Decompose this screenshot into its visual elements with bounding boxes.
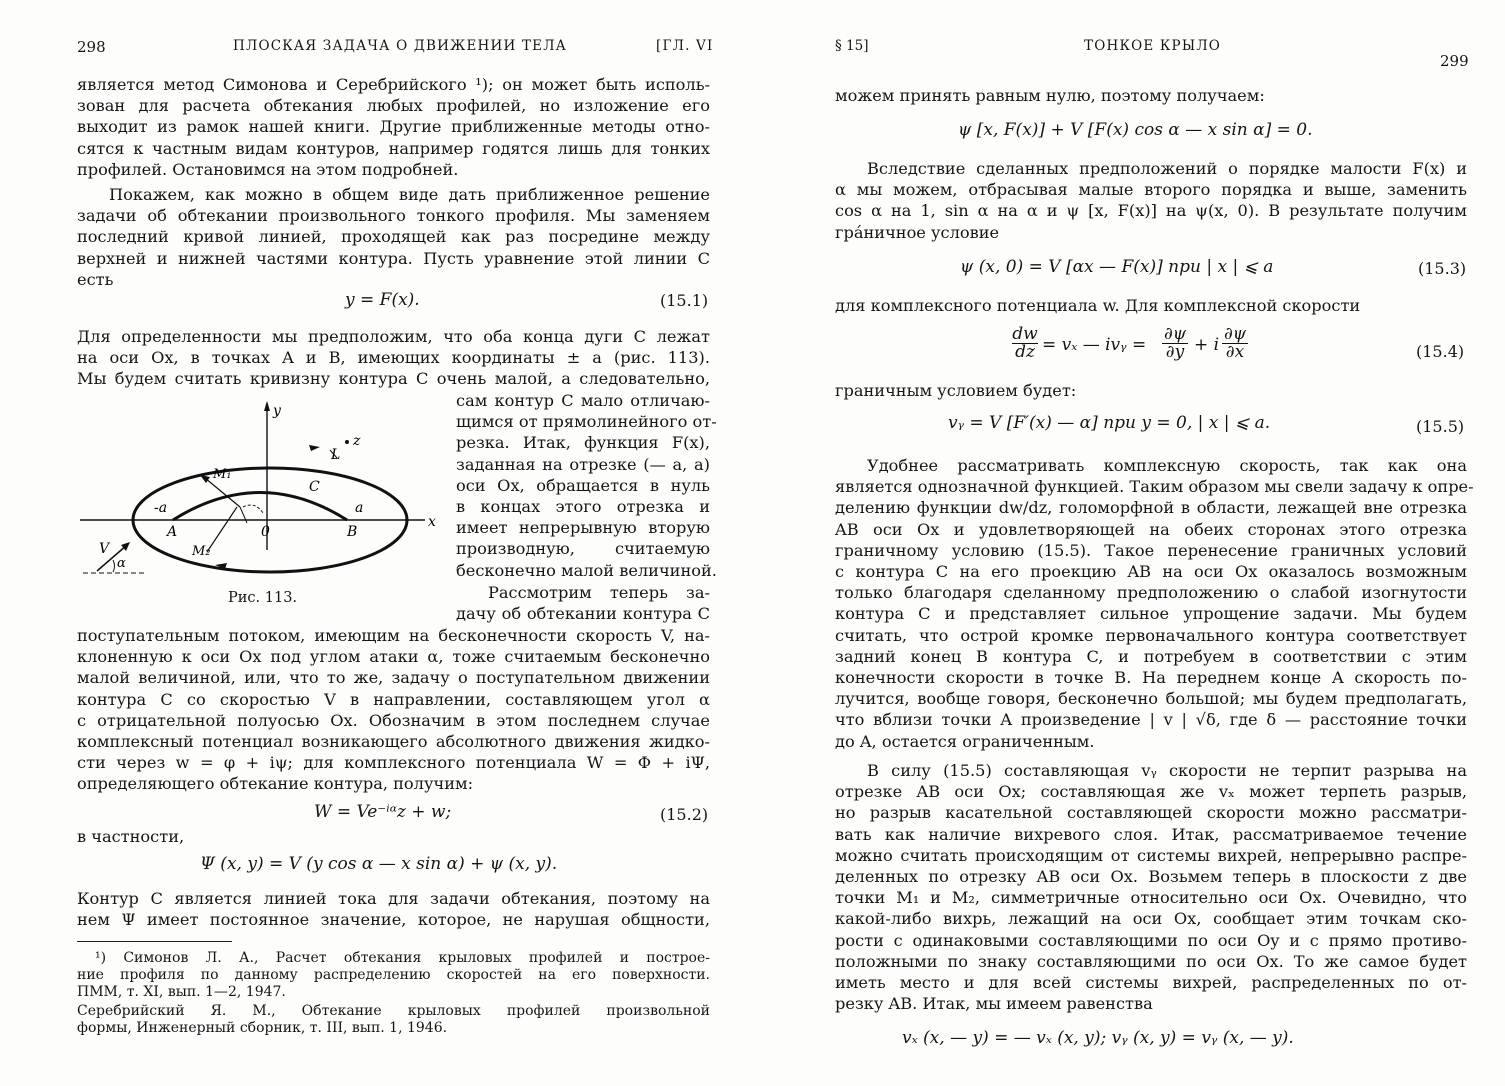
paragraph-5: в частности, — [77, 827, 185, 846]
figure-caption: Рис. 113. — [228, 590, 298, 606]
left-page — [0, 0, 740, 1086]
equation-psi: Ψ (x, y) = V (y cos α — x sin α) + ψ (x, y). — [200, 854, 558, 874]
section-mark: § 15] — [835, 38, 869, 54]
paragraph-3-side: сам контур C мало отличаю- щимся от прямолинейного от- резка. Итак, функция F(x), заданная на отрезке (— a, a) оси Ox, обращается в нуль в концах этого отрезка и имеет непрерывную вторую производную, считаемую бесконечно малой величиной. — [456, 391, 717, 580]
paragraph-4-side: Рассмотрим теперь за- дачу об обтекании контура C — [456, 583, 710, 624]
right-page: § 15] ТОНКОЕ КРЫЛО 299 можем принять равным нулю, поэтому получаем: ψ [x, F(x)] + V [F(x) cos α — x sin α] = 0. Вследствие сделанных предположений о порядке малости F(x) и α мы можем, отбрасывая малые второго порядка и выше, заменить cos α на 1, sin α на α и ψ [x, F(x)] на ψ(x, 0). В результате получим грáничное условие ψ (x, 0) = V [αx — F(x)] при | x | ⩽ a (15.3) для комплексного потенциала w. Для комплексной скорости dw dz = vₓ — ivᵧ = ∂ψ ∂y + i ∂ψ ∂x (15.4) граничным условием будет: vᵧ = V [F′(x) — α] при y = 0, | x | ⩽ a. (15.5) Удобнее рассматривать комплексную скорость, так как она является однозначной функцией. Таким образом мы свели задачу к опре- делению функции dw/dz, голоморфной в области, лежащей вне отрезка AB оси Ox и удовлетворяющей на обеих сторонах этого отрезка граничному условию (15.5). Такое перенесение граничных условий с контура C на его проекцию AB на оси Ox оказалось возможным только благодаря сделанному предположению о слабой изогнутости контура C и представляет сильное упрощение задачи. Мы будем считать, что острой кромке первоначального контура соответствует задний конец B контура C, и потребуем в соответствии с этим конечности скорости в точке B. На переднем конце A скорость по- лучится, вообще говоря, бесконечно большой; мы будем предполагать, что вблизи точки A произведение | v | √δ, где δ — расстояние точки до A, остается ограниченным. В силу (15.5) составляющая vᵧ скорости не терпит разрыва на отрезке AB оси Ox; составляющая же vₓ может терпеть разрыв, но разрыв касательной составляющей скорости можно рассматри- вать как наличие вихревого слоя. Итак, рассматриваемое течение можно считать происходящим от системы вихрей, непрерывно распре- деленных по отрезку AB оси Ox. Возьмем теперь в плоскости z две точки M₁ и M₂, симметричные относительно оси Ox. Очевидно, что какой-либо вихрь, лежащий на оси Ox, сообщает этим точкам ско- рости с одинаковыми составляющими по оси Oy и с прямо противо- положными по знаку составляющими по оси Ox. То же самое будет иметь место и для всей системы вихрей, распределенных по от- резку AB. Итак, мы имеем равенства vₓ (x, — y) = — vₓ (x, y); vᵧ (x, y) = vᵧ (x, — y). — [835, 38, 1474, 1048]
paragraph-1: является метод Симонова и Серебрийского ¹); он может быть исполь- зован для расчета обтекания любых профилей, но изложение его выходит из рамок нашей книги. Другие приближенные методы отно- сятся к частным видам контуров, например годятся лишь для тонких профилей. Остановимся на этом подробней. — [77, 75, 710, 179]
equation-number: (15.3) — [1418, 259, 1467, 278]
page-number: 298 — [77, 38, 106, 56]
label-alpha: α — [117, 556, 126, 571]
label-M2: M₂ — [192, 544, 211, 559]
label-z: z — [353, 433, 361, 449]
label-V: V — [99, 541, 110, 557]
paragraph-4: поступательным потоком, имеющим на бесконечности скорость V, на- клоненную к оси Ox под углом атаки α, тоже считаемым бесконечно малой величиной, или, что то же, задачу о поступательном движении контура C со скоростью V в направлении, составляющем угол α с отрицательной полуосью Ox. Обозначим в этом последнем случае комплексный потенциал возникающего абсолютного движения жидко- сти через w = φ + iψ; для комплексного потенциала W = Φ + iΨ, определяющего обтекание контура, получим: — [77, 626, 710, 794]
equation-15-2: W = Ve⁻ⁱᵅz + w; — [314, 802, 452, 822]
equation-boundary: ψ [x, F(x)] + V [F(x) cos α — x sin α] = 0. — [958, 120, 1313, 140]
running-title: ТОНКОЕ КРЫЛО — [1084, 38, 1222, 54]
paragraph-6: В силу (15.5) составляющая vᵧ скорости не терпит разрыва на отрезке AB оси Ox; составляющая же vₓ может терпеть разрыв, но разрыв касательной составляющей скорости можно рассматри- вать как наличие вихревого слоя. Итак, рассматриваемое течение можно считать происходящим от системы вихрей, непрерывно распре- деленных по отрезку AB оси Ox. Возьмем теперь в плоскости z две точки M₁ и M₂, симметричные относительно оси Ox. Очевидно, что какой-либо вихрь, лежащий на оси Ox, сообщает этим точкам ско- рости с одинаковыми составляющими по оси Oy и с прямо противо- положными по знаку составляющими по оси Ox. То же самое будет иметь место и для всей системы вихрей, распределенных по от- резку AB. Итак, мы имеем равенства — [835, 761, 1467, 1014]
footnote-2: Серебрийский Я. М., Обтекание крыловых профилей произвольной формы, Инженерный сборник, т. III, вып. 1, 1946. — [77, 1003, 710, 1036]
page-number: 299 — [1440, 52, 1469, 70]
running-title: ПЛОСКАЯ ЗАДАЧА О ДВИЖЕНИИ ТЕЛА — [233, 38, 568, 54]
paragraph-3: для комплексного потенциала w. Для комплексной скорости — [835, 296, 1361, 315]
equation-number: (15.5) — [1416, 417, 1465, 436]
label-minus-a: -a — [154, 500, 168, 516]
paragraph-5: Удобнее рассматривать комплексную скорость, так как она является однозначной функцией. Таким образом мы свели задачу к опре- делению функции dw/dz, голоморфной в области, лежащей вне отрезка AB оси Ox и удовлетворяющей на обеих сторонах этого отрезка граничному условию (15.5). Такое перенесение граничных условий с контура C на его проекцию AB на оси Ox оказалось возможным только благодаря сделанному предположению о слабой изогнутости контура C и представляет сильное упрощение задачи. Мы будем считать, что острой кромке первоначального контура соответствует задний конец B контура C, и потребуем в соответствии с этим конечности скорости в точке B. На переднем конце A скорость по- лучится, вообще говоря, бесконечно большой; мы будем предполагать, что вблизи точки A произведение | v | √δ, где δ — расстояние точки до A, остается ограниченным. — [835, 456, 1474, 751]
label-M1: M₁ — [213, 467, 232, 482]
label-x: x — [428, 514, 436, 530]
equation-15-1: y = F(x). — [345, 290, 420, 310]
equation-number: (15.1) — [660, 291, 709, 310]
label-a: a — [355, 500, 364, 516]
figure-113 — [75, 395, 445, 585]
footnote-1: ¹) Симонов Л. А., Расчет обтекания крыловых профилей и построе- ние профиля по данному распределению скоростей на его поверхности. ПММ, т. XI, вып. 1—2, 1947. — [77, 950, 710, 1000]
label-L: L — [331, 447, 341, 463]
paragraph-6: Контур C является линией тока для задачи обтекания, поэтому на нем Ψ имеет постоянное значение, которое, не нарушая общности, — [77, 889, 710, 930]
paragraph-3: Для определенности мы предположим, что оба конца дуги C лежат на оси Ox, в точках A и B, имеющих координаты ± a (рис. 113). Мы будем считать кривизну контура C очень малой, а следовательно, — [77, 327, 710, 389]
equation-number: (15.2) — [660, 805, 709, 824]
paragraph-2: Покажем, как можно в общем виде дать приближенное решение задачи об обтекании произвольного тонкого профиля. Мы заменяем последний кривой линией, проходящей как раз посредине между верхней и нижней частями контура. Пусть уравнение этой линии C есть — [77, 185, 710, 289]
paragraph-1: можем принять равным нулю, поэтому получаем: — [835, 86, 1265, 105]
label-origin: 0 — [261, 524, 270, 540]
paragraph-2: Вследствие сделанных предположений о порядке малости F(x) и α мы можем, отбрасывая малые второго порядка и выше, заменить cos α на 1, sin α на α и ψ [x, F(x)] на ψ(x, 0). В результате получим грáничное условие — [835, 159, 1467, 242]
paragraph-4: граничным условием будет: — [835, 381, 1077, 400]
equation-symmetry: vₓ (x, — y) = — vₓ (x, y); vᵧ (x, y) = vᵧ (x, — y). — [902, 1028, 1294, 1048]
footnote-rule — [77, 941, 232, 942]
label-A: A — [167, 524, 178, 540]
equation-15-5: vᵧ = V [F′(x) — α] при y = 0, | x | ⩽ a. — [948, 413, 1271, 433]
label-y: y — [273, 403, 281, 419]
label-C: C — [309, 479, 320, 495]
equation-15-3: ψ (x, 0) = V [αx — F(x)] при | x | ⩽ a — [960, 257, 1274, 277]
chapter-mark: [ГЛ. VI — [656, 38, 714, 54]
equation-number: (15.4) — [1416, 342, 1465, 361]
label-B: B — [347, 524, 358, 540]
